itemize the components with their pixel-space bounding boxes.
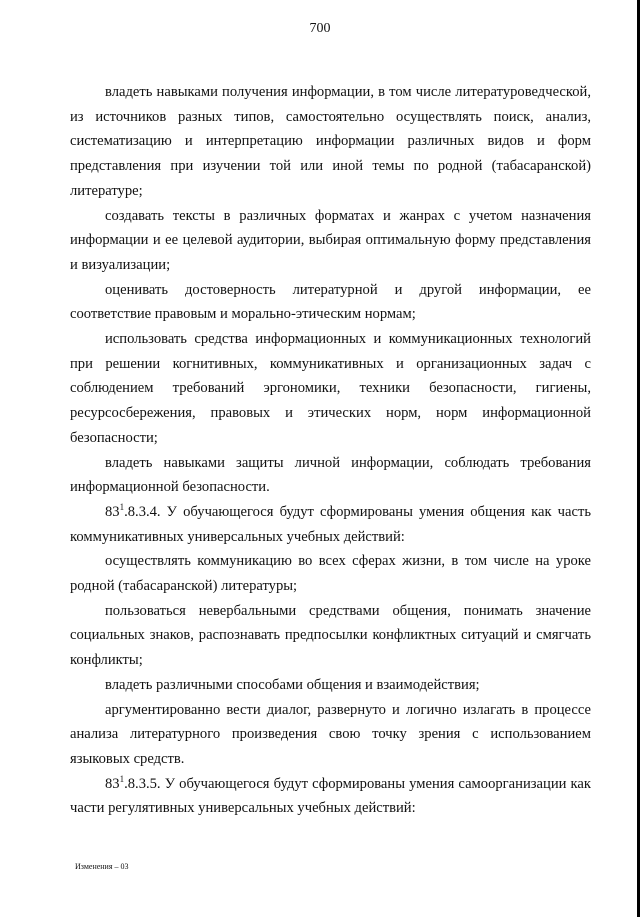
section-superscript: 1 [119, 502, 125, 513]
paragraph: владеть навыками защиты личной информации, соблюдать требования информационной безопасности. [70, 454, 591, 496]
paragraph: использовать средства информационных и коммуникационных технологий при решении когнитивных, коммуникативных и организационных задач с соблюдением требований эргономики, техники безопасности, гигиены, ресурсосбережения, правовых и этических норм, норм информационной безопасности; [70, 331, 591, 446]
paragraph: оценивать достоверность литературной и другой информации, ее соответствие правовым и морально-этическим нормам; [70, 281, 591, 323]
section-heading-8-3-4 [70, 500, 591, 549]
paragraph: пользоваться невербальными средствами общения, понимать значение социальных знаков, распознавать предпосылки конфликтных ситуаций и смягчать конфликты; [70, 602, 591, 669]
footer-revision: Изменения – 03 [75, 862, 129, 871]
paragraph: владеть различными способами общения и взаимодействия; [105, 676, 480, 693]
paragraph: владеть навыками получения информации, в том числе литературоведческой, из источников разных типов, самостоятельно осуществлять поиск, анализ, систематизацию и интерпретацию информации различных видов и форм представления при изучении той или иной темы по родной (табасаранской) литературе; [70, 84, 591, 199]
section-text: .8.3.4. У обучающегося будут сформированы умения общения как часть коммуникативных универсальных учебных действий: [70, 503, 591, 545]
section-superscript: 1 [119, 773, 125, 784]
body-text [70, 80, 591, 821]
section-text: .8.3.5. У обучающегося будут сформированы умения самоорганизации как части регулятивных универсальных учебных действий: [70, 775, 591, 817]
paragraph: аргументированно вести диалог, развернуто и логично излагать в процессе анализа литературного произведения свою точку зрения с использованием языковых средств. [70, 701, 591, 767]
section-number: 83 [105, 503, 120, 520]
section-number: 83 [105, 775, 120, 792]
paragraph: осуществлять коммуникацию во всех сферах жизни, в том числе на уроке родной (табасаранской) литературы; [70, 553, 591, 595]
page-number: 700 [309, 21, 331, 36]
paragraph: создавать тексты в различных форматах и жанрах с учетом назначения информации и ее целевой аудитории, выбирая оптимальную форму представления и визуализации; [70, 207, 591, 273]
section-heading-8-3-5 [70, 772, 591, 821]
